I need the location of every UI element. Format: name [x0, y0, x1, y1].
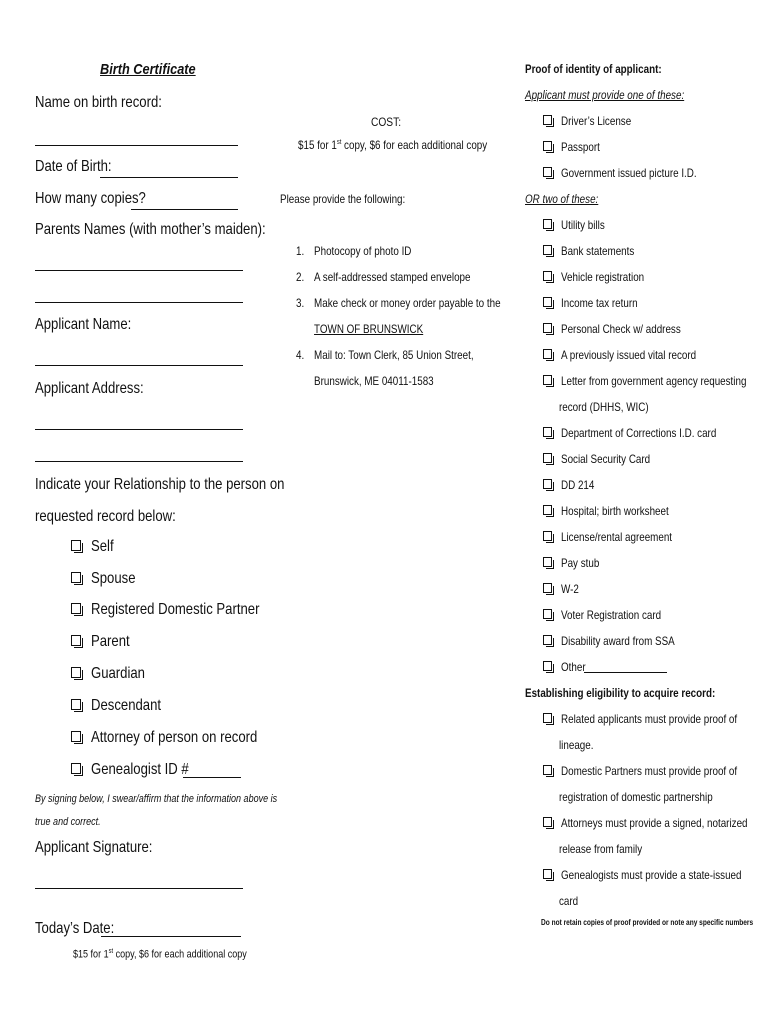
checkbox-icon[interactable] — [543, 661, 552, 671]
eligibility-item[interactable]: Genealogists must provide a state-issued — [543, 868, 770, 882]
id-option[interactable]: Utility bills — [543, 218, 614, 232]
id-option[interactable]: DD 214 — [543, 478, 602, 492]
checkbox-icon[interactable] — [543, 219, 552, 229]
provide-heading: Please provide the following: — [280, 192, 406, 206]
checkbox-icon[interactable] — [543, 323, 552, 333]
parents-label: Parents Names (with mother’s maiden): — [35, 221, 266, 238]
checkbox-icon[interactable] — [543, 557, 552, 567]
checkbox-icon[interactable] — [543, 505, 552, 515]
eligibility-item[interactable]: Domestic Partners must provide proof of — [543, 764, 770, 778]
signature-label: Applicant Signature: — [35, 839, 153, 856]
swear-statement-1: By signing below, I swear/affirm that the information above is — [35, 793, 278, 805]
retention-note: Do not retain copies of proof provided or note any specific numbers — [541, 918, 754, 927]
id-option[interactable]: Letter from government agency requesting — [543, 374, 770, 388]
checkbox-icon[interactable] — [543, 765, 552, 775]
checkbox-icon[interactable] — [543, 635, 552, 645]
id-option[interactable]: Passport — [543, 140, 608, 154]
id-option[interactable]: Personal Check w/ address — [543, 322, 707, 336]
eligibility-item[interactable]: Attorneys must provide a signed, notarized — [543, 816, 770, 830]
requirement-item: TOWN OF BRUNSWICK — [314, 322, 424, 336]
name-on-record-line[interactable] — [35, 145, 238, 146]
requirement-item: 4. Mail to: Town Clerk, 85 Union Street, — [296, 348, 474, 362]
id-option[interactable]: A previously issued vital record — [543, 348, 726, 362]
requirement-item: 2. A self-addressed stamped envelope — [296, 270, 471, 284]
checkbox-icon[interactable] — [543, 531, 552, 541]
checkbox-icon[interactable] — [71, 572, 81, 583]
copies-line[interactable] — [131, 209, 238, 210]
checkbox-icon[interactable] — [543, 167, 552, 177]
id-option[interactable]: Social Security Card — [543, 452, 670, 466]
checkbox-icon[interactable] — [71, 603, 81, 614]
checkbox-icon[interactable] — [543, 141, 552, 151]
cost-heading: COST: — [371, 115, 402, 129]
id-option[interactable]: Disability award from SSA — [543, 634, 700, 648]
applicant-name-label: Applicant Name: — [35, 316, 132, 333]
relationship-label-1: Indicate your Relationship to the person on — [35, 476, 285, 493]
id-option[interactable]: Bank statements — [543, 244, 650, 258]
dob-label: Date of Birth: — [35, 158, 112, 175]
id-option[interactable]: Pay stub — [543, 556, 608, 570]
applicant-address-line-2[interactable] — [35, 461, 243, 462]
checkbox-icon[interactable] — [71, 731, 81, 742]
checkbox-icon[interactable] — [71, 635, 81, 646]
checkbox-icon[interactable] — [543, 297, 552, 307]
checkbox-icon[interactable] — [543, 479, 552, 489]
relationship-option-spouse[interactable]: Spouse — [71, 570, 145, 588]
proof-title: Proof of identity of applicant: — [525, 62, 662, 76]
eligibility-item[interactable]: Related applicants must provide proof of — [543, 712, 770, 726]
id-option[interactable]: Voter Registration card — [543, 608, 683, 622]
requirement-item: 1. Photocopy of photo ID — [296, 244, 412, 258]
id-option[interactable]: License/rental agreement — [543, 530, 696, 544]
name-on-record-label: Name on birth record: — [35, 94, 162, 111]
checkbox-icon[interactable] — [543, 115, 552, 125]
relationship-option-genealogist[interactable]: Genealogist ID # — [71, 761, 210, 779]
relationship-option-self[interactable]: Self — [71, 538, 119, 556]
eligibility-item-continuation: lineage. — [559, 738, 594, 752]
relationship-option-parent[interactable]: Parent — [71, 633, 138, 651]
cost-detail: $15 for 1st copy, $6 for each additional copy — [298, 138, 488, 152]
checkbox-icon[interactable] — [543, 453, 552, 463]
todays-date-line[interactable] — [101, 936, 241, 937]
swear-statement-2: true and correct. — [35, 816, 101, 828]
id-option-other[interactable]: Other — [543, 660, 591, 674]
checkbox-icon[interactable] — [543, 375, 552, 385]
id-option[interactable]: Driver’s License — [543, 114, 647, 128]
checkbox-icon[interactable] — [71, 763, 81, 774]
relationship-option-descendant[interactable]: Descendant — [71, 697, 176, 715]
relationship-option-guardian[interactable]: Guardian — [71, 665, 157, 683]
checkbox-icon[interactable] — [543, 245, 552, 255]
checkbox-icon[interactable] — [543, 609, 552, 619]
dob-line[interactable] — [100, 177, 238, 178]
must-provide-heading: Applicant must provide one of these: — [525, 88, 685, 102]
eligibility-item-continuation: release from family — [559, 842, 643, 856]
checkbox-icon[interactable] — [543, 817, 552, 827]
copies-label: How many copies? — [35, 190, 146, 207]
checkbox-icon[interactable] — [543, 271, 552, 281]
checkbox-icon[interactable] — [543, 583, 552, 593]
id-option[interactable]: Hospital; birth worksheet — [543, 504, 692, 518]
genealogist-id-line[interactable] — [183, 777, 241, 778]
footer-cost: $15 for 1st copy, $6 for each additional copy — [73, 948, 247, 961]
checkbox-icon[interactable] — [543, 427, 552, 437]
checkbox-icon[interactable] — [543, 869, 552, 879]
or-two-heading: OR two of these: — [525, 192, 599, 206]
todays-date-label: Today’s Date: — [35, 920, 115, 937]
checkbox-icon[interactable] — [543, 713, 552, 723]
parents-line-1[interactable] — [35, 270, 243, 271]
other-line[interactable] — [584, 672, 667, 673]
applicant-address-line-1[interactable] — [35, 429, 243, 430]
checkbox-icon[interactable] — [71, 667, 81, 678]
applicant-address-label: Applicant Address: — [35, 380, 144, 397]
signature-line[interactable] — [35, 888, 243, 889]
form-title: Birth Certificate — [100, 61, 196, 78]
checkbox-icon[interactable] — [543, 349, 552, 359]
requirement-item: 3. Make check or money order payable to the — [296, 296, 501, 310]
relationship-option-attorney[interactable]: Attorney of person on record — [71, 729, 294, 747]
parents-line-2[interactable] — [35, 302, 243, 303]
relationship-label-2: requested record below: — [35, 508, 176, 525]
id-option[interactable]: Government issued picture I.D. — [543, 166, 726, 180]
checkbox-icon[interactable] — [71, 540, 81, 551]
id-option[interactable]: W-2 — [543, 582, 583, 596]
id-option[interactable]: Income tax return — [543, 296, 654, 310]
id-option-continuation: record (DHHS, WIC) — [559, 400, 649, 414]
id-option[interactable]: Department of Corrections I.D. card — [543, 426, 750, 440]
eligibility-title: Establishing eligibility to acquire record: — [525, 686, 716, 700]
eligibility-item-continuation: registration of domestic partnership — [559, 790, 713, 804]
requirement-item: Brunswick, ME 04011-1583 — [314, 374, 434, 388]
id-option[interactable]: Vehicle registration — [543, 270, 662, 284]
eligibility-item-continuation: card — [559, 894, 579, 908]
relationship-option-domestic-partner[interactable]: Registered Domestic Partner — [71, 601, 296, 619]
checkbox-icon[interactable] — [71, 699, 81, 710]
applicant-name-line[interactable] — [35, 365, 243, 366]
